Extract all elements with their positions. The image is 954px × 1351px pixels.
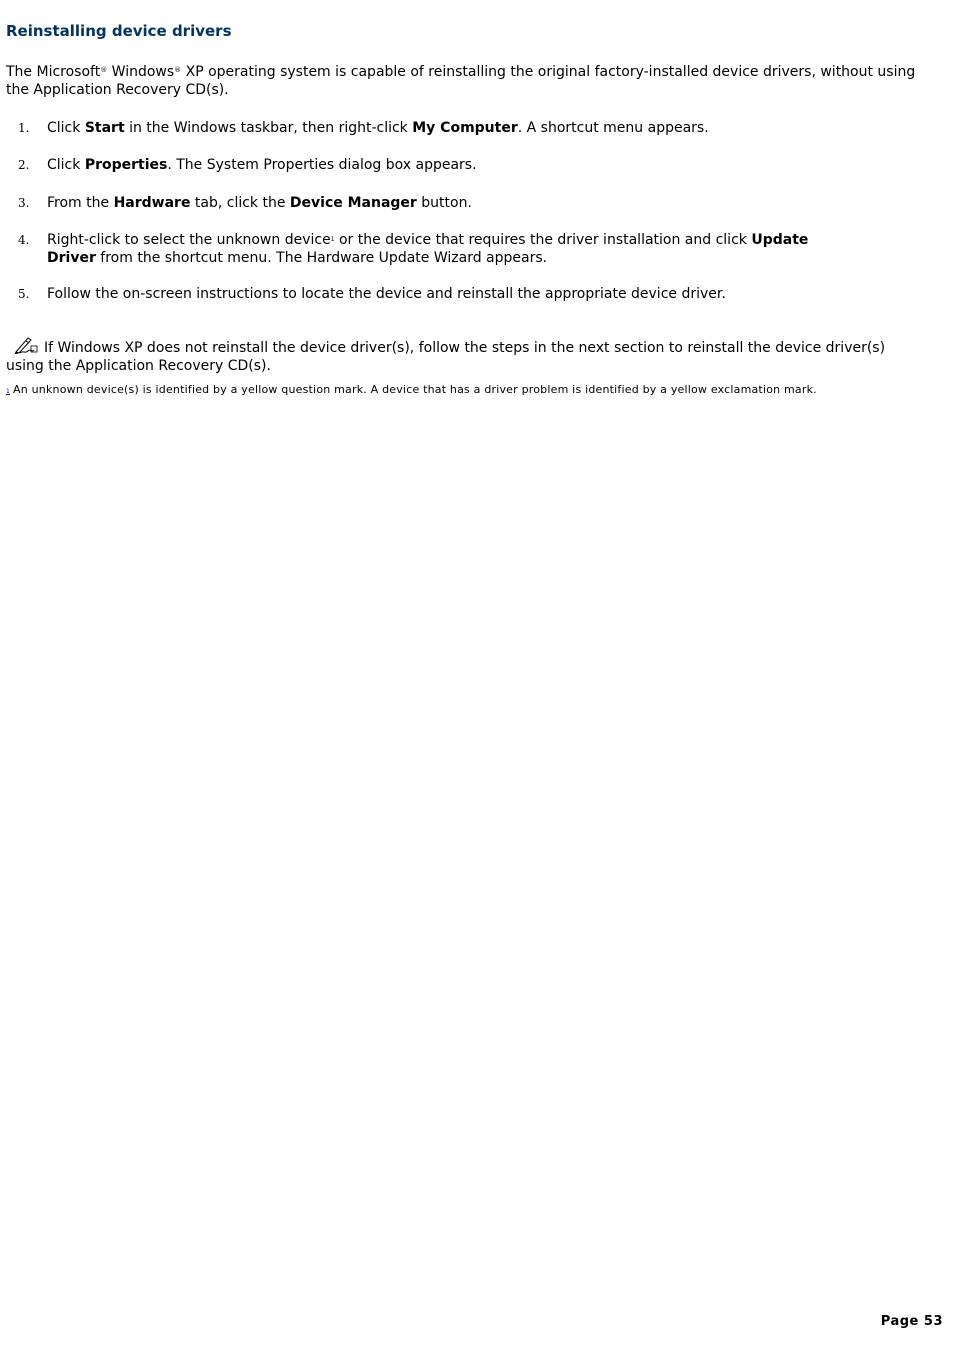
step-text-part: . A shortcut menu appears.	[517, 120, 709, 136]
step-text-part: in the Windows taskbar, then right-click	[124, 120, 413, 136]
ui-term-start: Start	[84, 120, 125, 136]
step-text-part: from the shortcut menu. The Hardware Update Wizard appears.	[95, 250, 548, 266]
step-text-part: Follow the on-screen instructions to locate the device and reinstall the appropriate device driver.	[47, 286, 726, 302]
step-number: 1.	[18, 121, 30, 135]
step-number: 3.	[18, 196, 30, 210]
registered-mark: ®	[174, 66, 182, 74]
ui-term-device-manager: Device Manager	[289, 195, 417, 211]
step-number: 2.	[18, 158, 30, 172]
ui-term-properties: Properties	[84, 157, 168, 173]
step-text	[47, 119, 862, 137]
ui-term-hardware: Hardware	[113, 195, 191, 211]
page-title: Reinstalling device drivers	[6, 22, 232, 40]
step-text-part: tab, click the	[190, 195, 290, 211]
note-text: If Windows XP does not reinstall the device driver(s), follow the steps in the next section to reinstall the device driver(s) using the Application Recovery CD(s).	[6, 340, 886, 374]
step-text	[47, 156, 862, 174]
intro-paragraph	[6, 64, 941, 99]
ui-term-update-driver: Update Driver	[47, 232, 809, 266]
step-text	[47, 285, 862, 303]
step-text-part: button.	[416, 195, 472, 211]
step-text-part: or the device that requires the driver installation and click	[334, 232, 752, 248]
step-text-part: Click	[47, 157, 85, 173]
intro-text-1: The Microsoft	[6, 64, 101, 80]
step-number: 4.	[18, 233, 30, 247]
intro-text-2: Windows	[107, 64, 175, 80]
footnote-reference[interactable]: 1	[330, 236, 335, 243]
step-text-part: From the	[47, 195, 114, 211]
step-text-part: Right-click to select the unknown device	[47, 232, 331, 248]
page-number: Page 53	[880, 1314, 943, 1329]
step-text	[47, 231, 862, 267]
footnote	[6, 383, 817, 396]
step-text	[47, 194, 862, 212]
pen-note-icon	[14, 336, 38, 354]
note-paragraph	[6, 336, 926, 375]
footnote-text: An unknown device(s) is identified by a yellow question mark. A device that has a driver problem is identified by a yellow exclamation mark.	[13, 383, 817, 396]
ui-term-my-computer: My Computer	[412, 120, 518, 136]
footnote-anchor[interactable]: 1	[6, 388, 11, 395]
step-number: 5.	[18, 287, 30, 301]
step-text-part: . The System Properties dialog box appears.	[167, 157, 477, 173]
registered-mark: ®	[100, 66, 108, 74]
step-text-part: Click	[47, 120, 85, 136]
intro-text-3: XP operating system is capable of reinstalling the original factory-installed device drivers, without using the Application Recovery CD(s).	[6, 64, 916, 98]
